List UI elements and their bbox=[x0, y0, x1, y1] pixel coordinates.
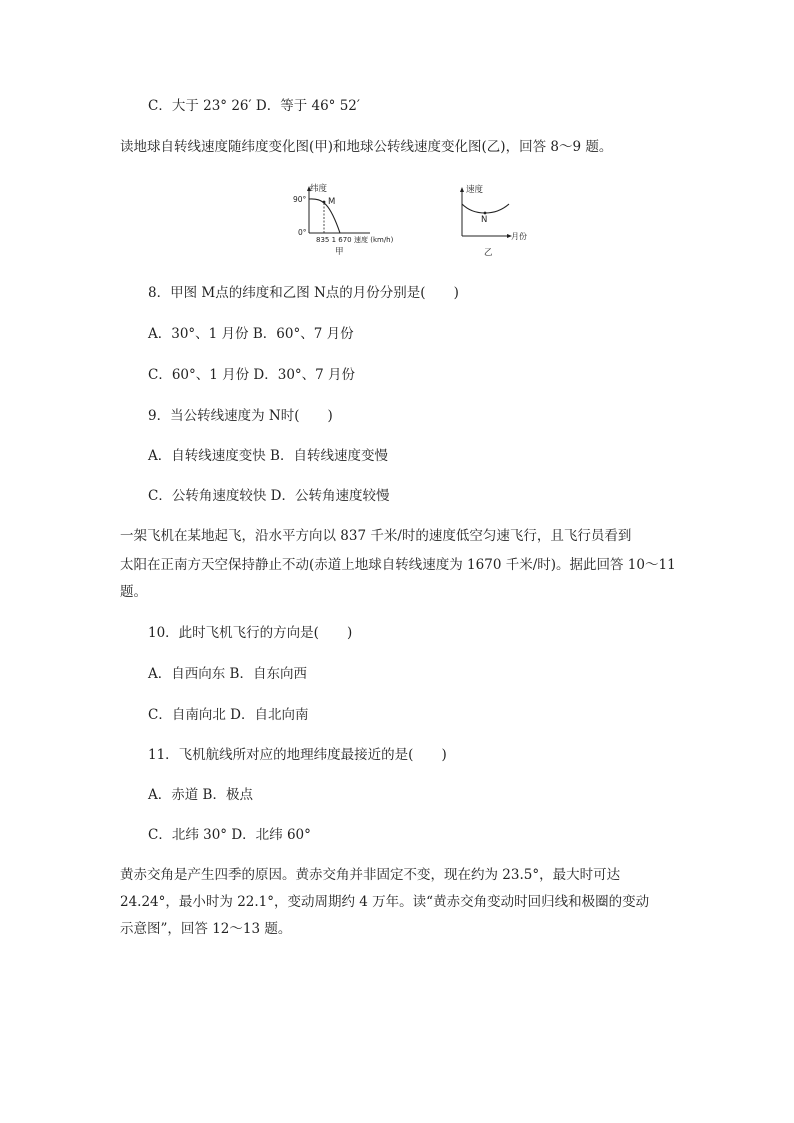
figure-yi-ylabel: 速度 bbox=[466, 185, 484, 195]
figure-jia-y-top: 90° bbox=[293, 195, 307, 204]
intro-paragraph-10-11-line3: 题。 bbox=[120, 584, 147, 600]
option-line-c-d: C．大于 23° 26′ D．等于 46° 52′ bbox=[148, 98, 360, 114]
question-10-options-c-d: C．自南向北 D．自北向南 bbox=[148, 707, 309, 723]
intro-paragraph-12-13-line1: 黄赤交角是产生四季的原因。黄赤交角并非固定不变，现在约为 23.5°，最大时可达 bbox=[120, 867, 621, 883]
question-11-bracket-close: ) bbox=[441, 747, 447, 763]
question-8-options-c-d: C．60°、1 月份 D．30°、7 月份 bbox=[148, 367, 356, 383]
question-9-options-a-b: A．自转线速度变快 B．自转线速度变慢 bbox=[148, 448, 388, 464]
figure-jia bbox=[290, 183, 400, 263]
figure-yi-y-arrow bbox=[460, 187, 464, 192]
question-8-text: 8．甲图 M点的纬度和乙图 N点的月份分别是( bbox=[148, 285, 426, 301]
question-9-bracket-close: ) bbox=[327, 408, 333, 424]
question-8-options-a-b: A．30°、1 月份 B．60°、7 月份 bbox=[148, 326, 354, 342]
question-10-options-a-b: A．自西向东 B．自东向西 bbox=[148, 666, 307, 682]
figure-jia-y-bottom: 0° bbox=[298, 228, 307, 237]
question-10-bracket-close: ) bbox=[346, 625, 353, 641]
figure-jia-ticks: 835 1 670 bbox=[316, 236, 352, 244]
question-11-options-c-d: C．北纬 30° D．北纬 60° bbox=[148, 827, 311, 843]
figure-jia-ylabel: 纬度 bbox=[310, 184, 328, 194]
figure-yi-point-label: N bbox=[481, 215, 488, 225]
question-10-text: 10．此时飞机飞行的方向是( bbox=[148, 625, 319, 641]
figure-jia-xlabel: 速度 (km/h) bbox=[354, 236, 394, 244]
question-9-options-c-d: C．公转角速度较快 D．公转角速度较慢 bbox=[148, 488, 390, 504]
figure-yi-xlabel: 月份 bbox=[511, 232, 527, 241]
figure-jia-point-label: M bbox=[328, 197, 336, 207]
figure-jia-curve bbox=[309, 199, 340, 233]
intro-paragraph-12-13-line2: 24.24°，最小时为 22.1°，变动周期约 4 万年。读“黄赤交角变动时回归线和极圈的变动 bbox=[120, 894, 650, 910]
question-11-options-a-b: A．赤道 B．极点 bbox=[148, 787, 253, 803]
intro-paragraph-8-9: 读地球自转线速度随纬度变化图(甲)和地球公转线速度变化图(乙)，回答 8～9 题。 bbox=[120, 139, 613, 155]
question-8 bbox=[148, 284, 459, 302]
question-11-text: 11．飞机航线所对应的地理纬度最接近的是( bbox=[148, 747, 414, 763]
question-8-bracket-close: ) bbox=[453, 285, 459, 301]
intro-paragraph-10-11-line2: 太阳在正南方天空保持静止不动(赤道上地球自转线速度为 1670 千米/时)。据此回答 10～11 bbox=[120, 557, 676, 573]
question-9 bbox=[148, 407, 333, 425]
figure-yi bbox=[455, 183, 545, 263]
figure-yi-point-n bbox=[484, 212, 487, 215]
intro-paragraph-12-13-line3: 示意图”，回答 12～13 题。 bbox=[120, 921, 292, 937]
figure-yi-caption: 乙 bbox=[484, 248, 493, 258]
question-10 bbox=[148, 624, 352, 642]
intro-paragraph-10-11-line1: 一架飞机在某地起飞，沿水平方向以 837 千米/时的速度低空匀速飞行，且飞行员看到 bbox=[120, 528, 632, 544]
figure-yi-curve bbox=[462, 204, 509, 213]
figure-jia-point-m bbox=[323, 201, 326, 204]
question-11 bbox=[148, 746, 447, 764]
question-9-text: 9．当公转线速度为 N时( bbox=[148, 408, 300, 424]
figure-jia-caption: 甲 bbox=[335, 247, 344, 257]
